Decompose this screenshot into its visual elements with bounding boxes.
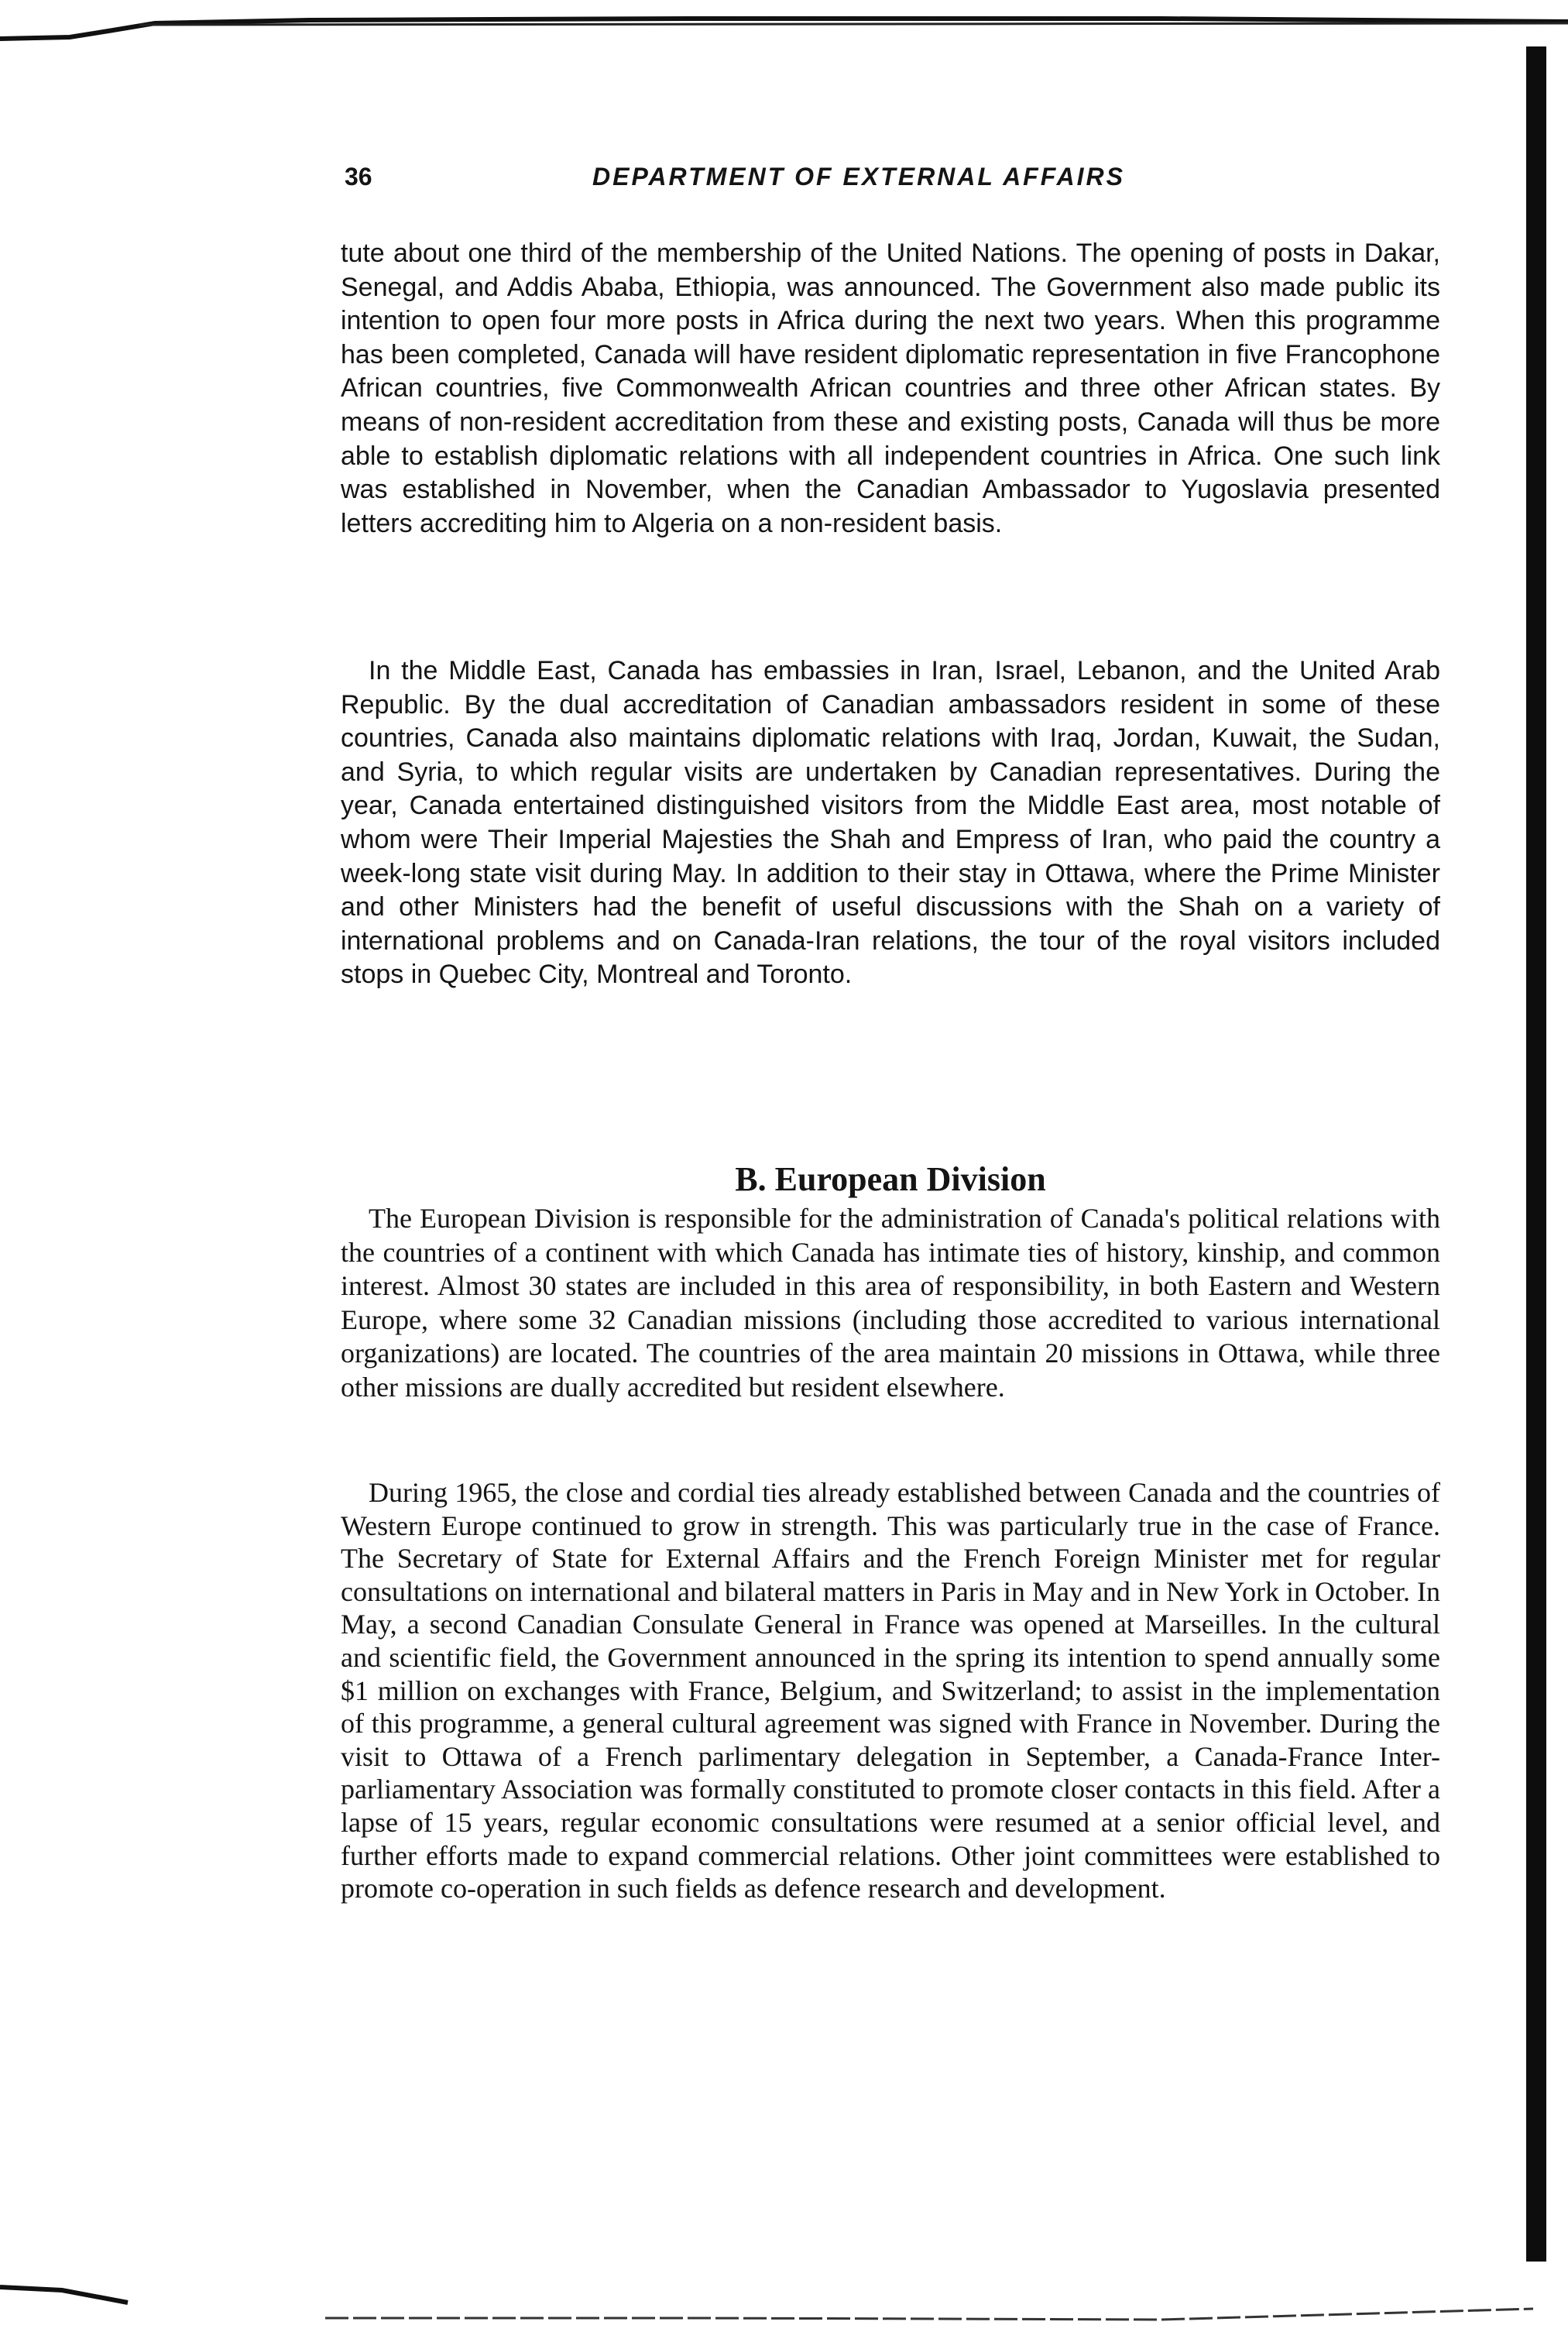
running-head: DEPARTMENT OF EXTERNAL AFFAIRS [592, 163, 1125, 191]
paragraph-europe-1965: During 1965, the close and cordial ties already established between Canada and the countries of Western Europe continued to grow in strength. This was particularly true in the case of France. The Secretary of State for External Affairs and the French Foreign Minister met for regular consultations on international and bilateral matters in Paris in May and in New York in October. In May, a second Canadian Consulate General in France was opened at Marseilles. In the cultural and scientific field, the Government announced in the spring its intention to spend annually some $1 million on exchanges with France, Belgium, and Switzerland; to assist in the implementation of this programme, a general cultural agreement was signed with France in November. During the visit to Ottawa of a French parlimentary delegation in September, a Canada-France Inter-parliamentary Association was formally constituted to promote closer contacts in this field. After a lapse of 15 years, regular economic consultations were resumed at a senior official level, and further efforts made to expand commercial relations. Other joint committees were established to promote co-operation in such fields as defence research and development. [341, 1477, 1440, 1904]
africa-section [341, 237, 1440, 541]
scan-edge-top [0, 0, 1568, 46]
european-division-intro [341, 1202, 1440, 1404]
section-heading-european-division: B. European Division [735, 1159, 1046, 1198]
paragraph-europe-intro: The European Division is responsible for the administration of Canada's political relations with the countries of a continent with which Canada has intimate ties of history, kinship, and common interest. Almost 30 states are included in this area of responsibility, in both Eastern and Western Europe, where some 32 Canadian missions (including those accredited to various international organizations) are located. The countries of the area maintain 20 missions in Ottawa, while three other missions are dually accredited but resident elsewhere. [341, 1203, 1440, 1403]
middle-east-section [341, 654, 1440, 992]
page-number: 36 [345, 163, 372, 191]
european-division-1965 [341, 1476, 1440, 1905]
paragraph-africa: tute about one third of the membership of the United Nations. The opening of posts in Dakar, Senegal, and Addis Ababa, Ethiopia, was announced. The Government also made public its intention to open four more posts in Africa during the next two years. When this programme has been completed, Canada will have resident diplomatic representation in five Francophone African countries, five Commonwealth African countries and three other African states. By means of non-resident accreditation from these and existing posts, Canada will thus be more able to establish diplomatic relations with all independent countries in Africa. One such link was established in November, when the Canadian Ambassador to Yugoslavia presented letters accrediting him to Algeria on a non-resident basis. [341, 239, 1440, 538]
scan-edge-bottom [0, 2270, 1568, 2332]
page-header [337, 163, 1452, 201]
paragraph-middle-east: In the Middle East, Canada has embassies in Iran, Israel, Lebanon, and the United Arab Republic. By the dual accreditation of Canadian ambassadors resident in some of these countries, Canada also maintains diplomatic relations with Iraq, Jordan, Kuwait, the Sudan, and Syria, to which regular visits are undertaken by Canadian representatives. During the year, Canada entertained distinguished visitors from the Middle East area, most notable of whom were Their Imperial Majesties the Shah and Empress of Iran, who paid the country a week-long state visit during May. In addition to their stay in Ottawa, where the Prime Minister and other Ministers had the benefit of useful discussions with the Shah on a variety of international problems and on Canada-Iran relations, the tour of the royal visitors included stops in Quebec City, Montreal and Toronto. [341, 656, 1440, 990]
scan-edge-right [1522, 39, 1568, 2323]
